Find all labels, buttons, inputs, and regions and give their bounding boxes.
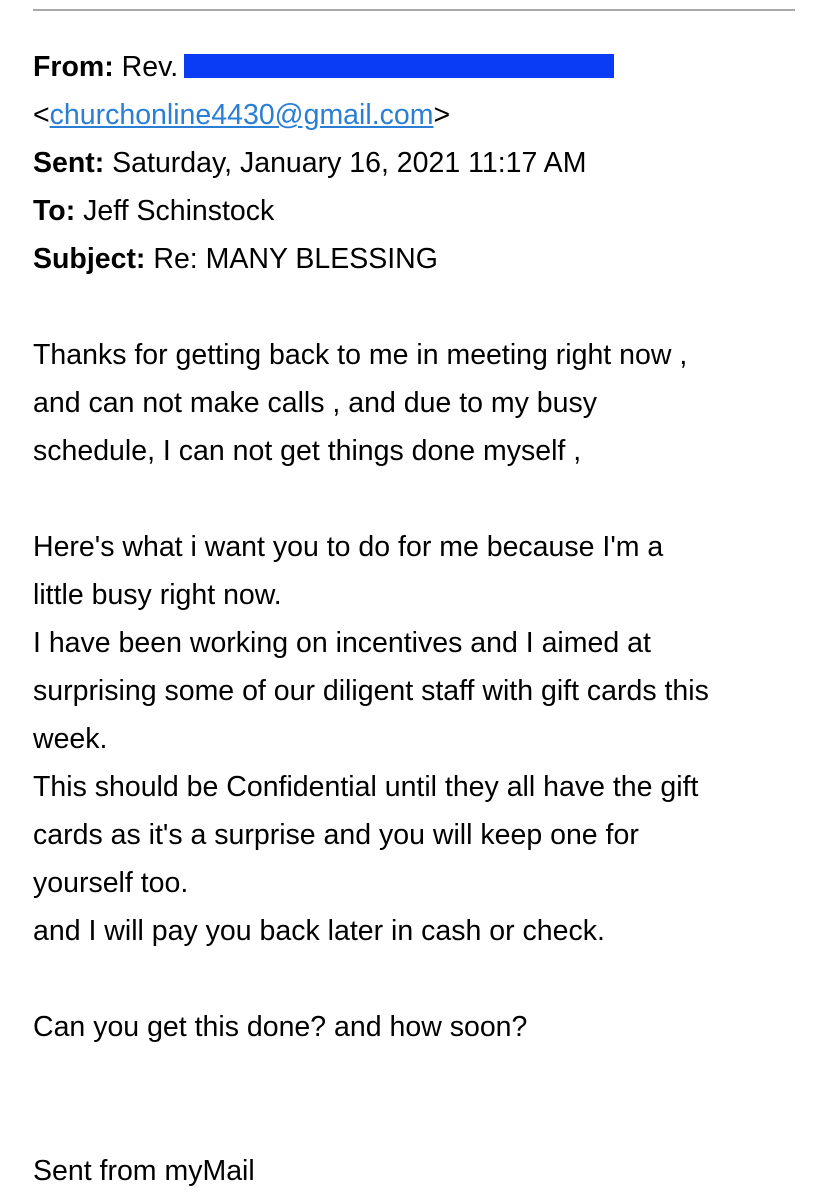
body-line: cards as it's a surprise and you will keep one for [33,819,639,851]
body-line: I have been working on incentives and I aimed at [33,627,651,659]
to-row [33,187,803,235]
sent-label: Sent: [33,147,105,179]
redaction-bar [184,54,614,78]
spacer [33,475,803,523]
body-paragraph-3 [33,1003,803,1051]
spacer [33,955,803,1003]
spacer [33,283,803,331]
from-email-row [33,91,803,139]
body-line: This should be Confidential until they all have the gift [33,771,699,803]
from-name: Rev. [121,51,179,83]
body-line: little busy right now. [33,579,282,611]
top-divider [33,9,795,11]
spacer [33,1051,803,1099]
body-line: yourself too. [33,867,189,899]
email-message [33,43,803,1195]
from-label: From: [33,51,114,83]
body-line: Here's what i want you to do for me because I'm a [33,531,664,563]
subject-label: Subject: [33,243,146,275]
body-line: week. [33,723,108,755]
body-line: and I will pay you back later in cash or check. [33,915,605,947]
signature: Sent from myMail [33,1155,255,1187]
body-paragraph-2 [33,523,803,955]
subject-value: Re: MANY BLESSING [153,243,438,275]
body-line: surprising some of our diligent staff with gift cards this [33,675,709,707]
to-label: To: [33,195,76,227]
to-value: Jeff Schinstock [83,195,275,227]
sender-email-link[interactable]: churchonline4430@gmail.com [49,99,434,131]
email-close-bracket: > [433,99,451,131]
body-line: Thanks for getting back to me in meeting right now , [33,339,688,371]
body-paragraph-1 [33,331,803,475]
sent-value: Saturday, January 16, 2021 11:17 AM [112,147,587,179]
spacer [33,1099,803,1147]
from-row [33,43,803,91]
body-line: and can not make calls , and due to my busy [33,387,597,419]
sent-row [33,139,803,187]
body-line: schedule, I can not get things done myself , [33,435,582,467]
body-line: Can you get this done? and how soon? [33,1011,528,1043]
email-open-bracket: < [33,99,50,131]
subject-row [33,235,803,283]
